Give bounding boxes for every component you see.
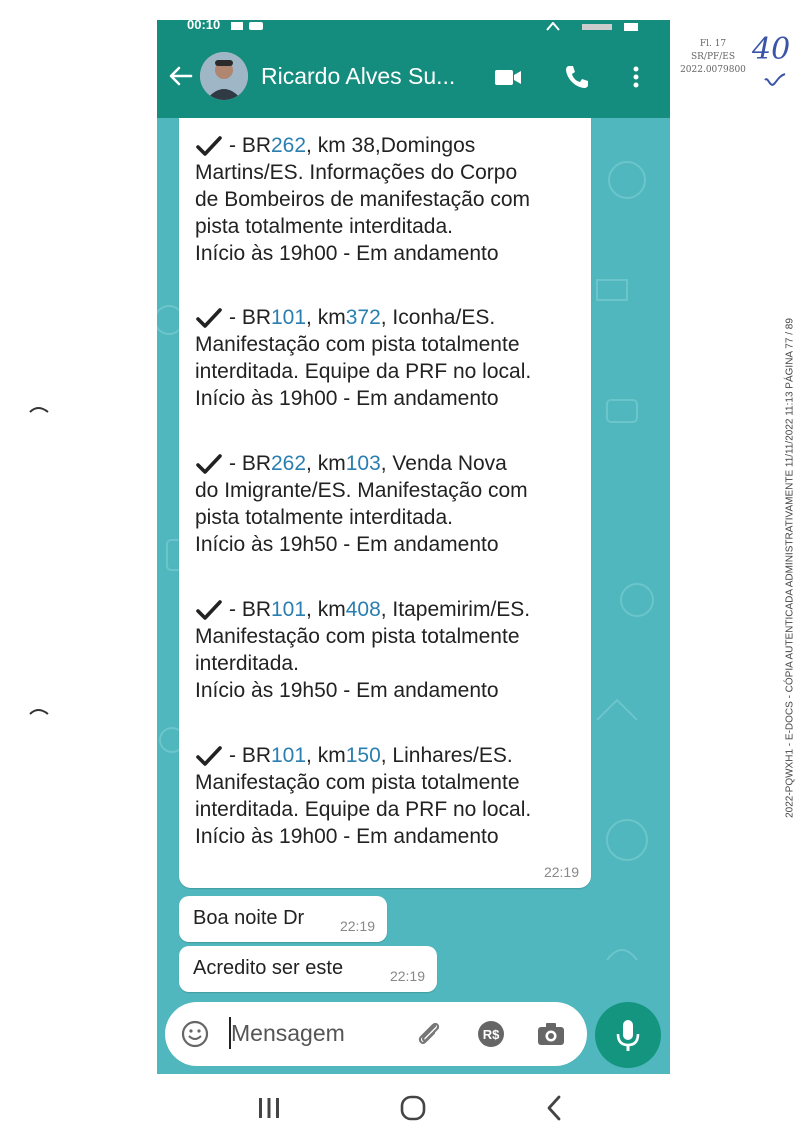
message-input[interactable]: Mensagem: [231, 1020, 345, 1046]
entry-place: , Iconha/ES.: [380, 306, 496, 329]
entry-line: do Imigrante/ES. Manifestação com: [195, 479, 528, 502]
entry-prefix: - BR: [229, 744, 271, 767]
arrow-left-icon[interactable]: [167, 62, 195, 90]
entry-line: Início às 19h00 - Em andamento: [195, 387, 499, 410]
entry-mid: , km: [306, 744, 346, 767]
entry-place: , Venda Nova: [380, 452, 507, 475]
entry-line: interditada. Equipe da PRF no local.: [195, 798, 532, 821]
recent-apps-icon[interactable]: [253, 1092, 285, 1124]
check-mark-icon: [195, 453, 223, 475]
document-stamp: [668, 38, 758, 77]
entry-line: interditada.: [195, 652, 299, 675]
message-compose-bar: [165, 1002, 587, 1066]
road-number-link[interactable]: 262: [271, 134, 307, 157]
entry-line: interditada. Equipe da PRF no local.: [195, 360, 532, 383]
entry-line: Início às 19h50 - Em andamento: [195, 533, 499, 556]
km-number-link[interactable]: 372: [345, 306, 381, 329]
road-status-entry: [195, 742, 585, 850]
entry-place: , Linhares/ES.: [380, 744, 513, 767]
entry-line: Início às 19h00 - Em andamento: [195, 825, 499, 848]
entry-line: Manifestação com pista totalmente: [195, 333, 520, 356]
entry-place: , Itapemirim/ES.: [380, 598, 531, 621]
km-number-link[interactable]: 103: [345, 452, 381, 475]
status-time: 00:10: [187, 20, 221, 32]
authentication-vertical-text: 2022-PQWXH1 - E-DOCS - CÓPIA AUTENTICADA ADMINISTRATIVAMENTE 11/11/2022 11:13 PÁGINA 77 / 89: [784, 318, 796, 818]
system-nav-bar: [157, 1074, 670, 1132]
entry-line: Início às 19h00 - Em andamento: [195, 242, 499, 265]
phone-icon[interactable]: [562, 62, 592, 92]
km-number-link[interactable]: 150: [345, 744, 381, 767]
entry-prefix: - BR: [229, 306, 271, 329]
road-status-entry: [195, 596, 585, 704]
road-status-entry: [195, 450, 585, 558]
entry-prefix: - BR: [229, 598, 271, 621]
handwritten-mark-icon: [762, 72, 788, 94]
stamp-fl: Fl. 17: [699, 39, 727, 49]
chat-header: [157, 38, 670, 118]
stamp-number: 2022.0079800: [680, 65, 746, 75]
signal-battery-icons: [542, 22, 642, 32]
camera-icon[interactable]: [535, 1018, 567, 1050]
road-number-link[interactable]: 101: [271, 744, 307, 767]
road-number-link[interactable]: 262: [271, 452, 307, 475]
km-number-link[interactable]: 408: [345, 598, 381, 621]
entry-line: de Bombeiros de manifestação com: [195, 188, 531, 211]
entry-line: Manifestação com pista totalmente: [195, 771, 520, 794]
road-number-link[interactable]: 101: [271, 598, 307, 621]
entry-prefix: - BR: [229, 134, 271, 157]
paperclip-icon[interactable]: [413, 1018, 445, 1050]
entry-line: Martins/ES. Informações do Corpo: [195, 161, 518, 184]
svg-text:R$: R$: [482, 1027, 500, 1042]
punch-hole-mark-icon: [28, 706, 50, 718]
entry-mid: , km 38,: [306, 134, 381, 157]
payment-icon[interactable]: [475, 1018, 507, 1050]
entry-place: Domingos: [380, 134, 476, 157]
message-timestamp: 22:19: [543, 864, 579, 880]
emoji-icon[interactable]: [179, 1018, 211, 1050]
message-bubble-incoming[interactable]: [179, 946, 437, 992]
more-vertical-icon[interactable]: [621, 62, 651, 92]
notification-icons: [229, 22, 269, 32]
check-mark-icon: [195, 307, 223, 329]
road-status-entry: [195, 132, 585, 267]
contact-name[interactable]: Ricardo Alves Su...: [261, 63, 456, 89]
entry-mid: , km: [306, 452, 346, 475]
message-text: Boa noite Dr: [193, 907, 305, 929]
message-bubble-incoming[interactable]: [179, 896, 387, 942]
video-call-icon[interactable]: [493, 62, 523, 92]
message-timestamp: 22:19: [389, 968, 425, 984]
entry-line: pista totalmente interditada.: [195, 506, 453, 529]
microphone-icon: [595, 1002, 661, 1068]
punch-hole-mark-icon: [28, 404, 50, 416]
road-number-link[interactable]: 101: [271, 306, 307, 329]
entry-line: Manifestação com pista totalmente: [195, 625, 520, 648]
check-mark-icon: [195, 745, 223, 767]
status-bar: [157, 20, 670, 38]
phone-screenshot: [157, 20, 670, 1074]
entry-line: pista totalmente interditada.: [195, 215, 453, 238]
entry-line: Início às 19h50 - Em andamento: [195, 679, 499, 702]
message-bubble-incoming[interactable]: [179, 118, 591, 888]
message-text: Acredito ser este: [193, 957, 344, 979]
handwritten-page-number: 40: [752, 32, 791, 67]
avatar-person-icon: [200, 52, 248, 100]
check-mark-icon: [195, 135, 223, 157]
home-icon[interactable]: [397, 1092, 429, 1124]
entry-mid: , km: [306, 598, 346, 621]
check-mark-icon: [195, 599, 223, 621]
contact-avatar[interactable]: [200, 52, 248, 100]
back-icon[interactable]: [539, 1092, 571, 1124]
message-timestamp: 22:19: [339, 918, 375, 934]
entry-prefix: - BR: [229, 452, 271, 475]
entry-mid: , km: [306, 306, 346, 329]
road-status-entry: [195, 304, 585, 412]
stamp-unit: SR/PF/ES: [690, 52, 736, 62]
microphone-button[interactable]: [595, 1002, 661, 1068]
